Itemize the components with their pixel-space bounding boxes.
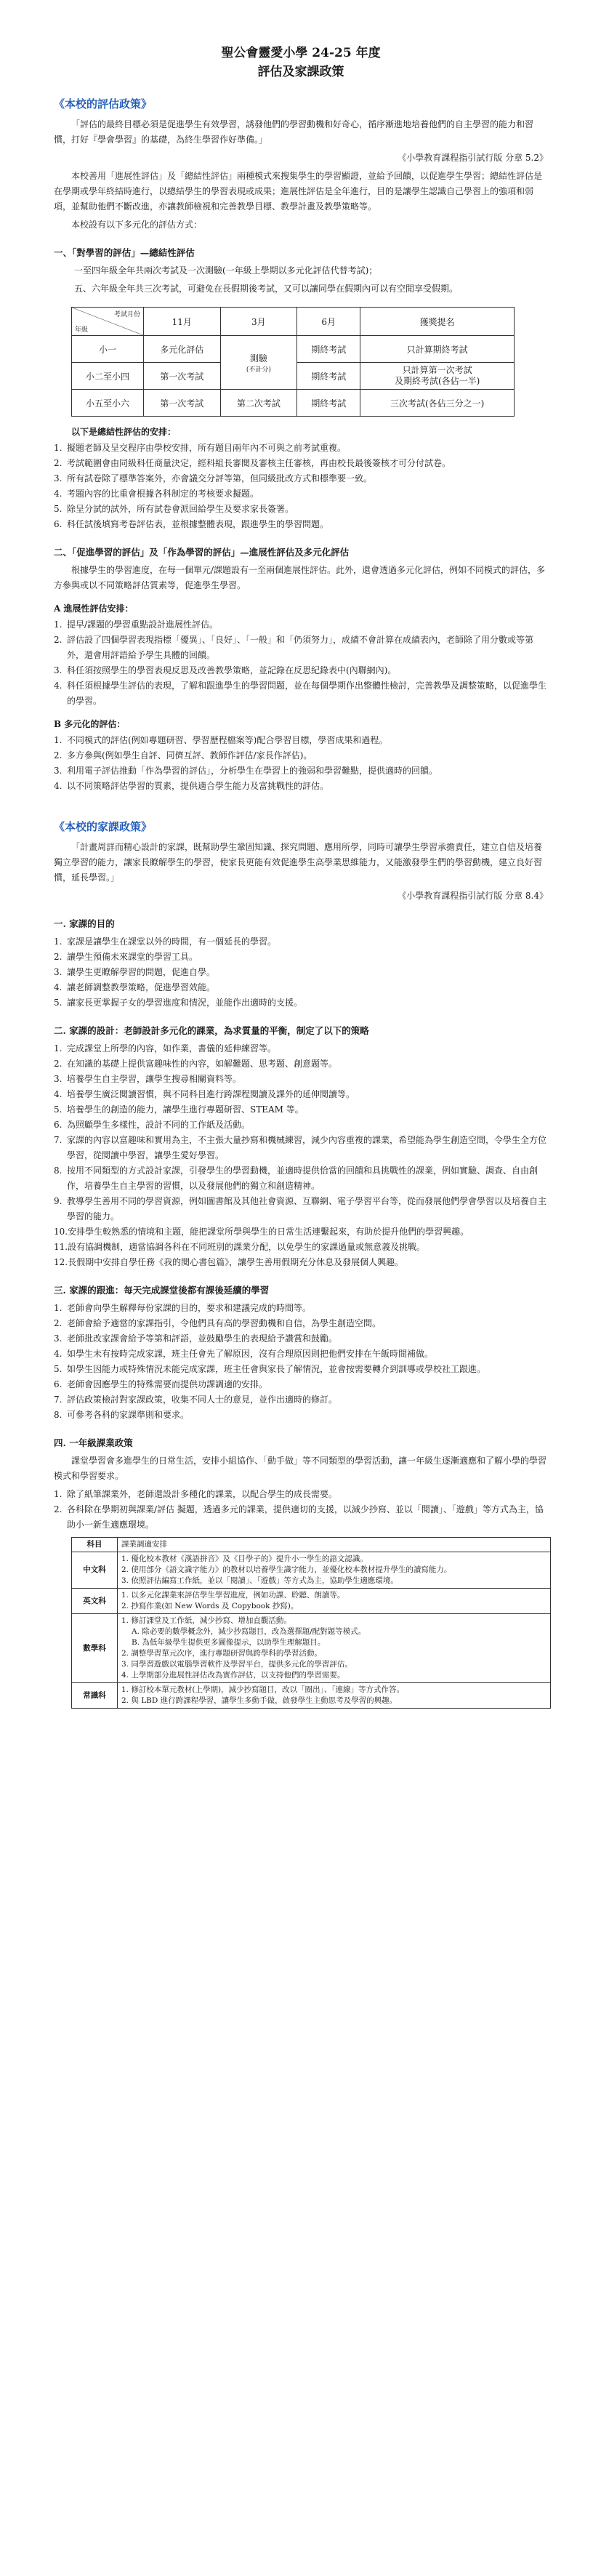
list-item-text: 擬題老師及呈交程序由學校安排，所有題目兩年內不可與之前考試重複。 [67,443,347,453]
list-number: 1. [54,1489,62,1499]
list-item [54,1301,548,1316]
table-cell: 只計算期終考試 [360,336,515,363]
list-item-text: 在知識的基礎上提供富趣味性的內容，如解難題、思考題、創意題等。 [67,1059,338,1069]
list-item-text: 培養學生的創造的能力，讓學生進行專題研習、STEAM 等。 [67,1104,304,1115]
assessment-policy-heading: 《本校的評估政策》 [54,97,153,111]
list-item-text: 讓老師調整教學策略，促進學習效能。 [67,982,216,992]
list-item-text: 讓家長更掌握子女的學習進度和情況，並能作出適時的支援。 [67,998,303,1008]
list-number: 8. [54,1410,62,1420]
table-cell: 期終考試 [297,336,360,363]
formative-arrangement-heading: A 進展性評估安排： [54,603,134,614]
adaptation-item: B. 為低年級學生提供更多圖像提示，以助學生理解題目。 [132,1638,326,1647]
table-row [72,1683,551,1709]
test-label: 測驗 [249,353,267,364]
list-item [54,733,548,748]
homework-purpose-heading: 一. 家課的目的 [54,918,115,929]
list-number: 1. [54,936,62,947]
list-item-text: 提早/課題的學習重點設計進展性評估。 [67,619,219,630]
list-number: 4. [54,681,62,691]
formative-text: 根據學生的學習進度，在每一個單元/課題設有一至兩個進展性評估。此外，還會透過多元化評估，例如不同模式的評估，多方參與或以不同策略評估質素等，促進學生學習。 [54,565,546,590]
list-item [54,779,548,794]
test-note: (不計分) [246,366,271,374]
curriculum-table-header: 科目 [72,1538,118,1552]
list-item [54,1362,548,1377]
list-number: 5. [54,998,62,1008]
list-item [54,1056,548,1072]
list-item-text: 完成課堂上所學的內容，如作業，書儀的延伸練習等。 [67,1043,277,1054]
list-number: 6. [54,1120,62,1130]
list-item-text: 評估政策檢討對家課政策，收集不同人士的意見，並作出適時的修訂。 [67,1395,338,1405]
list-number: 2. [54,1318,62,1328]
assessment-methods-intro: 本校設有以下多元化的評估方式： [71,220,203,230]
list-item [54,1408,548,1423]
list-item-text: 家課是讓學生在課堂以外的時間，有一個延長的學習。 [67,936,277,947]
subject-cell: 英文科 [72,1589,118,1614]
adaptation-item: 3. 依照評估編寫工作紙，並以「閱讀」、「遊戲」等方式為主，協助學生適應環境。 [121,1576,398,1585]
list-number: 8. [54,1165,62,1176]
list-item [54,1240,548,1255]
adaptation-cell [118,1589,551,1614]
list-number: 5. [54,1104,62,1115]
table-cell: 第一次考試 [144,363,221,390]
table-header: 3月 [220,308,297,336]
list-number: 4. [54,1089,62,1099]
document-page [54,44,548,1709]
list-item [54,1072,548,1087]
page-title: 聖公會靈愛小學 24-25 年度 [221,46,381,60]
list-number: 3. [54,1333,62,1344]
table-cell: 三次考試(各佔三分之一) [360,390,515,417]
assessment-intro: 本校善用「進展性評估」及「總結性評估」兩種模式來搜集學生的學習顯證，並給予回饋，以促進學生學習；總結性評估是在學期或學年終結時進行，以總結學生的學習表現或成果；進展性評估是全年進行，目的是讓學生認識自己學習上的強項和弱項，並幫助他們不斷改進，亦讓教師檢視和完善教學目標、教學計畫及教學策略等。 [54,171,543,212]
list-number: 1. [54,735,62,745]
list-item [54,1118,548,1133]
homework-followup-heading: 三. 家課的跟進：每天完成課堂後都有課後延續的學習 [54,1285,270,1296]
homework-policy-heading: 《本校的家課政策》 [54,820,153,833]
homework-quote-source: 《小學教育課程指引試行版 分章 8.4》 [398,891,548,901]
list-number: 2. [54,635,62,645]
list-item [54,1487,548,1502]
list-number: 4. [54,1349,62,1359]
table-cell [360,363,515,390]
list-number: 11. [54,1242,68,1252]
list-item [54,1316,548,1331]
adaptation-item: 1. 修訂校本單元教材(上學期)，減少抄寫題目，改以「圈出」、「連線」等方式作答。 [121,1685,405,1694]
subject-cell: 中文科 [72,1552,118,1589]
summary-list [54,441,548,532]
list-item [54,1377,548,1392]
list-item [54,965,548,980]
assessment-quote: 「評估的最終目標必須是促進學生有效學習，誘發他們的學習動機和好奇心，循序漸進地培養他們的自主學習的能力和習慣，打好『學會學習』的基礎，為終生學習作好準備。」 [54,119,534,145]
table-row [72,1589,551,1614]
list-item-text: 設有協調機制，適當協調各科在不同班別的課業分配，以免學生的家課過量或無意義及挑戰。 [68,1242,426,1252]
table-cell: 小一 [72,336,144,363]
corner-label-month: 考試月份 [113,311,140,318]
list-item-text: 為照顧學生多樣性，設計不同的工作紙及活動。 [67,1120,251,1130]
list-item [54,1041,548,1056]
page-subtitle: 評估及家課政策 [257,65,344,79]
list-item-text: 老師會因應學生的特殊需要而提供功課調適的安排。 [67,1379,268,1389]
list-number: 3. [54,665,62,675]
list-item [54,1392,548,1408]
list-item [54,678,548,709]
list-item [54,1331,548,1347]
diverse-assessment-heading: B 多元化的評估： [54,719,126,729]
list-item [54,1255,548,1270]
list-number: 12. [54,1257,68,1267]
summative-text-2: 五、六年級全年共三次考試，可避免在長假期後考試，又可以讓同學在假期內可以有空閒享受假期。 [74,284,459,294]
list-item-text: 多方參與(例如學生自評、同儕互評、教師作評估/家長作評估)。 [67,750,312,761]
adaptation-item: 3. 同學習遊戲以電腦學習軟件及學習平台，提供多元化的學習評估。 [121,1660,352,1669]
curriculum-table-header: 課業調適安排 [118,1538,551,1552]
adaptation-item: 1. 以多元化課業來評估學生學習進度，例如功課、聆聽、朗讀等。 [121,1591,345,1600]
list-item-text: 培養學生自主學習，讓學生搜尋相關資料等。 [67,1074,242,1084]
list-number: 10. [54,1227,68,1237]
list-item-text: 科任須按照學生的學習表現反思及改善教學策略，並記錄在反思紀錄表中(內聯網內)。 [67,665,397,675]
p1-list [54,1487,548,1533]
adaptation-item: 2. 與 LBD 進行跨課程學習，讓學生多動手做，啟發學生主動思考及學習的興趣。 [121,1696,398,1705]
list-item-text: 讓學生預備未來課堂的學習工具。 [67,952,198,962]
list-item-text: 安排學生較熟悉的情境和主題，能把課堂所學與學生的日常生活連繫起來，有助於提升他們的學習興趣。 [68,1227,469,1237]
homework-quote: 「計畫周詳而精心設計的家課，既幫助學生鞏固知識、探究問題、應用所學，同時可讓學生學習承擔責任，建立自信及培養獨立學習的能力，讓家長瞭解學生的學習，使家長更能有效促進學生高學業思維能力，又能激發學生們的學習動機，建立良好習慣，延長學習。」 [54,842,543,883]
adaptation-item: A. 除必要的數學概念外，減少抄寫題目，改為選擇題/配對題等模式。 [132,1627,366,1636]
list-item-text: 所有試卷除了標準答案外，亦會議交分評等第，但同級批改方式和標準要一致。 [67,473,373,483]
list-number: 5. [54,1364,62,1374]
list-item [54,980,548,995]
formative-list [54,617,548,709]
adaptation-item: 2. 調整學習單元次序，進行專題研習與跨學科的學習活動。 [121,1649,322,1658]
summative-heading: 一、「對學習的評估」—總結性評估 [54,247,195,258]
list-number: 3. [54,473,62,483]
list-item-text: 評估設了四個學習表現指標「優異」、「良好」、「一般」和「仍須努力」，成績不會計算在成績表內，老師除了用分數或等第外，還會用評語給予學生具體的回饋。 [67,635,534,660]
list-number: 2. [54,1059,62,1069]
list-item-text: 科任試後填寫考卷評估表，並根據整體表現，跟進學生的學習問題。 [67,519,329,529]
list-number: 3. [54,967,62,977]
adaptation-item: 2. 抄寫作業(如 New Words 及 Copybook 抄寫)。 [121,1602,299,1610]
list-number: 3. [54,1074,62,1084]
adaptation-item: 1. 修訂課堂及工作紙，減少抄寫、增加直觀活動。 [121,1616,291,1625]
diverse-list [54,733,548,794]
list-item-text: 長假期中安排自學任務《我的閱心書包篇》，讓學生善用假期充分休息及發展個人興趣。 [68,1257,404,1267]
table-header: 11月 [144,308,221,336]
award-text: 只計算第一次考試 [402,365,472,375]
list-number: 9. [54,1196,62,1206]
table-cell: 多元化評估 [144,336,221,363]
list-number: 2. [54,750,62,761]
list-item [54,471,548,486]
corner-label-grade: 年級 [75,326,89,334]
list-item [54,1102,548,1118]
list-item-text: 家課的內容以富趣味和實用為主，不主張大量抄寫和機械練習，減少內容重複的課業，希望能為學生創造空間，令學生全方位學習，從閱讀中學習，讓學生愛好學習。 [67,1135,547,1160]
list-number: 1. [54,619,62,630]
list-number: 5. [54,504,62,514]
subject-cell: 數學科 [72,1614,118,1683]
list-item [54,617,548,633]
list-item-text: 利用電子評估推動「作為學習的評估」，分析學生在學習上的強弱和學習難點，提供適時的回饋。 [67,766,438,776]
list-number: 6. [54,519,62,529]
list-item [54,950,548,965]
assessment-quote-source: 《小學教育課程指引試行版 分章 5.2》 [398,153,548,163]
list-item [54,663,548,678]
list-item-text: 科任須根據學生評估的表現，了解和跟進學生的學習問題，並在每個學期作出整體性檢討，完善教學及調整策略，以促進學生的學習。 [67,681,547,706]
list-item [54,486,548,502]
list-number: 1. [54,443,62,453]
list-item [54,995,548,1011]
list-number: 4. [54,489,62,499]
list-item [54,1163,548,1194]
list-number: 2. [54,458,62,468]
list-item-text: 讓學生更瞭解學習的問題，促進自學。 [67,967,216,977]
list-item [54,934,548,950]
list-item [54,517,548,532]
list-item [54,1133,548,1163]
list-item-text: 除了紙筆課業外，老師還設計多種化的課業，以配合學生的成長需要。 [67,1489,338,1499]
list-item [54,502,548,517]
list-item [54,441,548,456]
adaptation-item: 4. 上學期部分進展性評估改為實作評估，以支持他們的學習需要。 [121,1671,345,1680]
award-text: 及期終考試(各佔一半) [394,376,480,386]
list-item-text: 如學生未有按時完成家課，班主任會先了解原因，沒有合理原因則把他們安排在午飯時間補做。 [67,1349,434,1359]
adaptation-cell [118,1683,551,1709]
list-item [54,1502,548,1533]
list-item [54,1194,548,1224]
table-header: 6月 [297,308,360,336]
adaptation-cell [118,1552,551,1589]
table-cell: 期終考試 [297,363,360,390]
list-number: 7. [54,1395,62,1405]
table-corner-cell [72,308,144,336]
list-number: 1. [54,1303,62,1313]
list-number: 6. [54,1379,62,1389]
list-item-text: 老師會給予適當的家課指引，令他們具有高的學習動機和自信，為學生創造空間。 [67,1318,382,1328]
adaptation-cell [118,1614,551,1683]
list-item-text: 可參考各科的家課準則和要求。 [67,1410,190,1420]
list-item-text: 如學生因能力或特殊情況未能完成家課，班主任會與家長了解情況，並會按需要轉介到訓導或學校社工跟進。 [67,1364,486,1374]
table-row [72,1614,551,1683]
list-item-text: 考題內容的比重會根據各科制定的考核要求擬題。 [67,489,259,499]
list-item-text: 各科除在學期初與課業/評估 擬題，透過多元的課業，提供適切的支援，以減少抄寫、並以「閱讀」、「遊戲」等方式為主，協助小一新生適應環境。 [67,1504,544,1530]
list-item [54,1087,548,1102]
followup-list [54,1301,548,1423]
table-cell: 第二次考試 [220,390,297,417]
subject-cell: 常識科 [72,1683,118,1709]
list-number: 3. [54,766,62,776]
purpose-list [54,934,548,1011]
adaptation-item: 1. 優化校本教材《漢語拼音》及《目學子的》提升小一學生的語文認識。 [121,1554,368,1563]
list-number: 4. [54,982,62,992]
adaptation-item: 2. 使用部分《語文識字能力》的教材以培養學生識字能力，並優化校本教材提升學生的讀寫能力。 [121,1565,452,1574]
list-item-text: 老師批改家課會給予等第和評語，並鼓勵學生的表現給予讚賞和鼓勵。 [67,1333,338,1344]
list-item [54,763,548,779]
list-item [54,748,548,763]
table-cell: 第一次考試 [144,390,221,417]
table-cell: 小五至小六 [72,390,144,417]
list-item-text: 以不同策略評估學習的質素，提供適合學生能力及富挑戰性的評估。 [67,781,329,791]
list-item [54,456,548,471]
list-item-text: 老師會向學生解釋每份家課的目的，要求和建議完成的時間等。 [67,1303,312,1313]
summary-arrangements-heading: 以下是總結性評估的安排： [71,427,177,437]
curriculum-adaptation-table [71,1537,551,1709]
table-cell: 小二至小四 [72,363,144,390]
list-item [54,1224,548,1240]
list-item [54,1347,548,1362]
table-header: 獲獎提名 [360,308,515,336]
table-cell-test [220,336,297,390]
exam-schedule-table [71,307,515,417]
table-row [72,1552,551,1589]
list-item-text: 考試範圍會由同級科任商量決定，經科組長審閱及審核主任審核，再由校長最後簽核才可分付試卷。 [67,458,451,468]
list-number: 7. [54,1135,62,1145]
list-item-text: 培養學生廣泛閱讀習慣，與不同科目進行跨課程閱讀及課外的延伸閱讀等。 [67,1089,355,1099]
list-number: 2. [54,952,62,962]
list-item-text: 按用不同類型的方式設計家課，引發學生的學習動機，並適時提供恰當的回饋和具挑戰性的課業，例如實驗、調查、自由創作，培養學生自主學習的習慣，以及發展他們的獨立和創造精神。 [67,1165,539,1191]
homework-design-heading: 二. 家課的設計：老師設計多元化的課業，為求質量的平衡，制定了以下的策略 [54,1025,369,1036]
formative-heading: 二、「促進學習的評估」及「作為學習的評估」—進展性評估及多元化評估 [54,547,350,558]
list-item-text: 不同模式的評估(例如專題研習、學習歷程檔案等)配合學習目標，學習成果和過程。 [67,735,388,745]
p1-policy-heading: 四. 一年級課業政策 [54,1437,133,1448]
list-item-text: 教導學生善用不同的學習資源，例如圖書館及其他社會資源、互聯網、電子學習平台等，從而發展他們學會學習以及培養自主學習的能力。 [67,1196,547,1221]
list-number: 1. [54,1043,62,1054]
list-number: 2. [54,1504,62,1514]
table-cell: 期終考試 [297,390,360,417]
design-list [54,1041,548,1270]
list-item-text: 除呈分試的試外，所有試卷會派回給學生及要求家長簽署。 [67,504,294,514]
summative-text-1: 一至四年級全年共兩次考試及一次測驗(一年級上學期以多元化評估代替考試)； [74,265,378,276]
list-number: 4. [54,781,62,791]
list-item [54,633,548,663]
p1-policy-text: 課堂學習會多進學生的日常生活，安排小組協作、「動手做」等不同類型的學習活動，讓一年級生逐漸適應和了解小學的學習模式和學習要求。 [54,1456,547,1481]
